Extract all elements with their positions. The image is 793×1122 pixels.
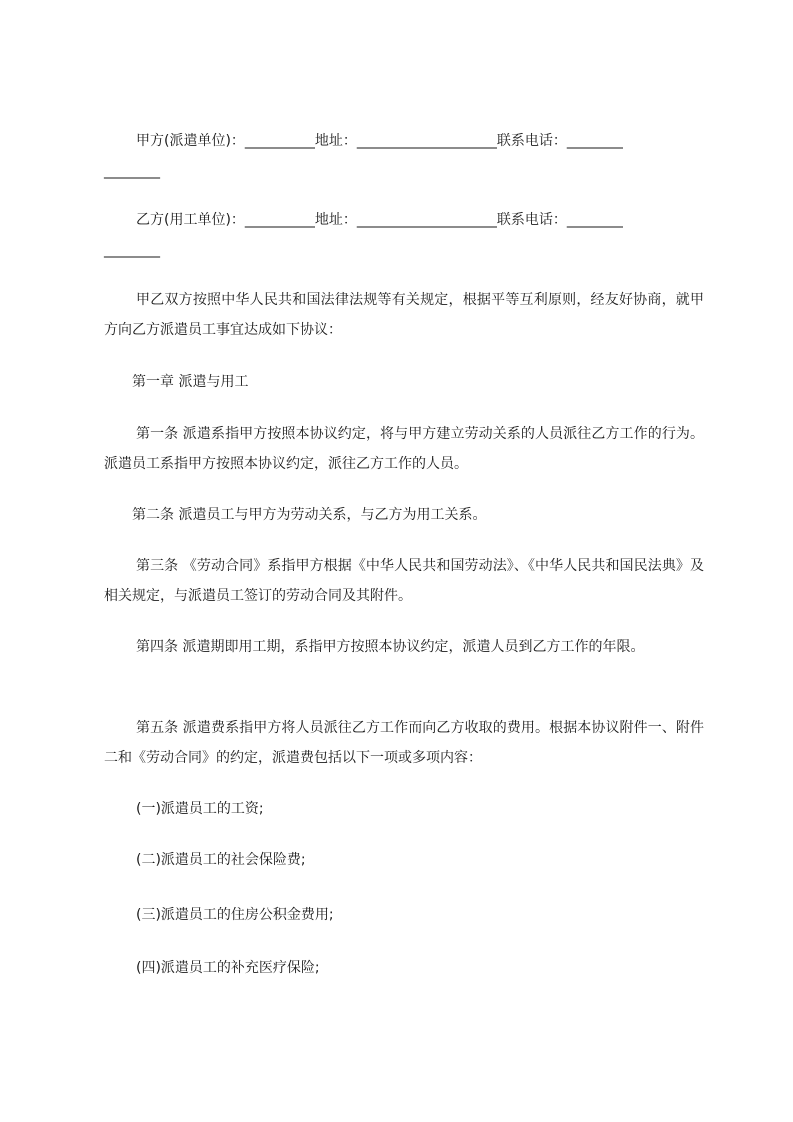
list-item-1: (一)派遣员工的工资; <box>136 801 264 817</box>
list-item-4: (四)派遣员工的补充医疗保险; <box>136 960 320 976</box>
list-item-3: (三)派遣员工的住房公积金费用; <box>136 907 334 923</box>
party-a-line: 甲方(派遣单位)：__________地址：____________________联系电话：________ <box>136 133 623 149</box>
list-item-2: (二)派遣员工的社会保险费; <box>136 852 306 868</box>
article-5: 第五条 派遣费系指甲方将人员派往乙方工作而向乙方收取的费用。根据本协议附件一、附件二和《劳动合同》的约定，派遣费包括以下一项或多项内容： <box>104 720 704 766</box>
party-b-line-continuation: ________ <box>104 242 160 258</box>
chapter-1-title: 第一章 派遣与用工 <box>132 374 249 390</box>
article-2: 第二条 派遣员工与甲方为劳动关系，与乙方为用工关系。 <box>132 507 487 523</box>
article-1: 第一条 派遣系指甲方按照本协议约定，将与甲方建立劳动关系的人员派往乙方工作的行为。派遣员工系指甲方按照本协议约定，派往乙方工作的人员。 <box>104 426 704 472</box>
article-4: 第四条 派遣期即用工期，系指甲方按照本协议约定，派遣人员到乙方工作的年限。 <box>136 639 645 655</box>
party-a-line-continuation: ________ <box>104 163 160 179</box>
party-b-line: 乙方(用工单位)：__________地址：____________________联系电话：________ <box>136 212 623 228</box>
article-3: 第三条 《劳动合同》系指甲方根据《中华人民共和国劳动法》、《中华人民共和国民法典》及相关规定，与派遣员工签订的劳动合同及其附件。 <box>104 558 704 604</box>
preamble-paragraph: 甲乙双方按照中华人民共和国法律法规等有关规定，根据平等互利原则，经友好协商，就甲方向乙方派遣员工事宜达成如下协议： <box>104 292 704 338</box>
